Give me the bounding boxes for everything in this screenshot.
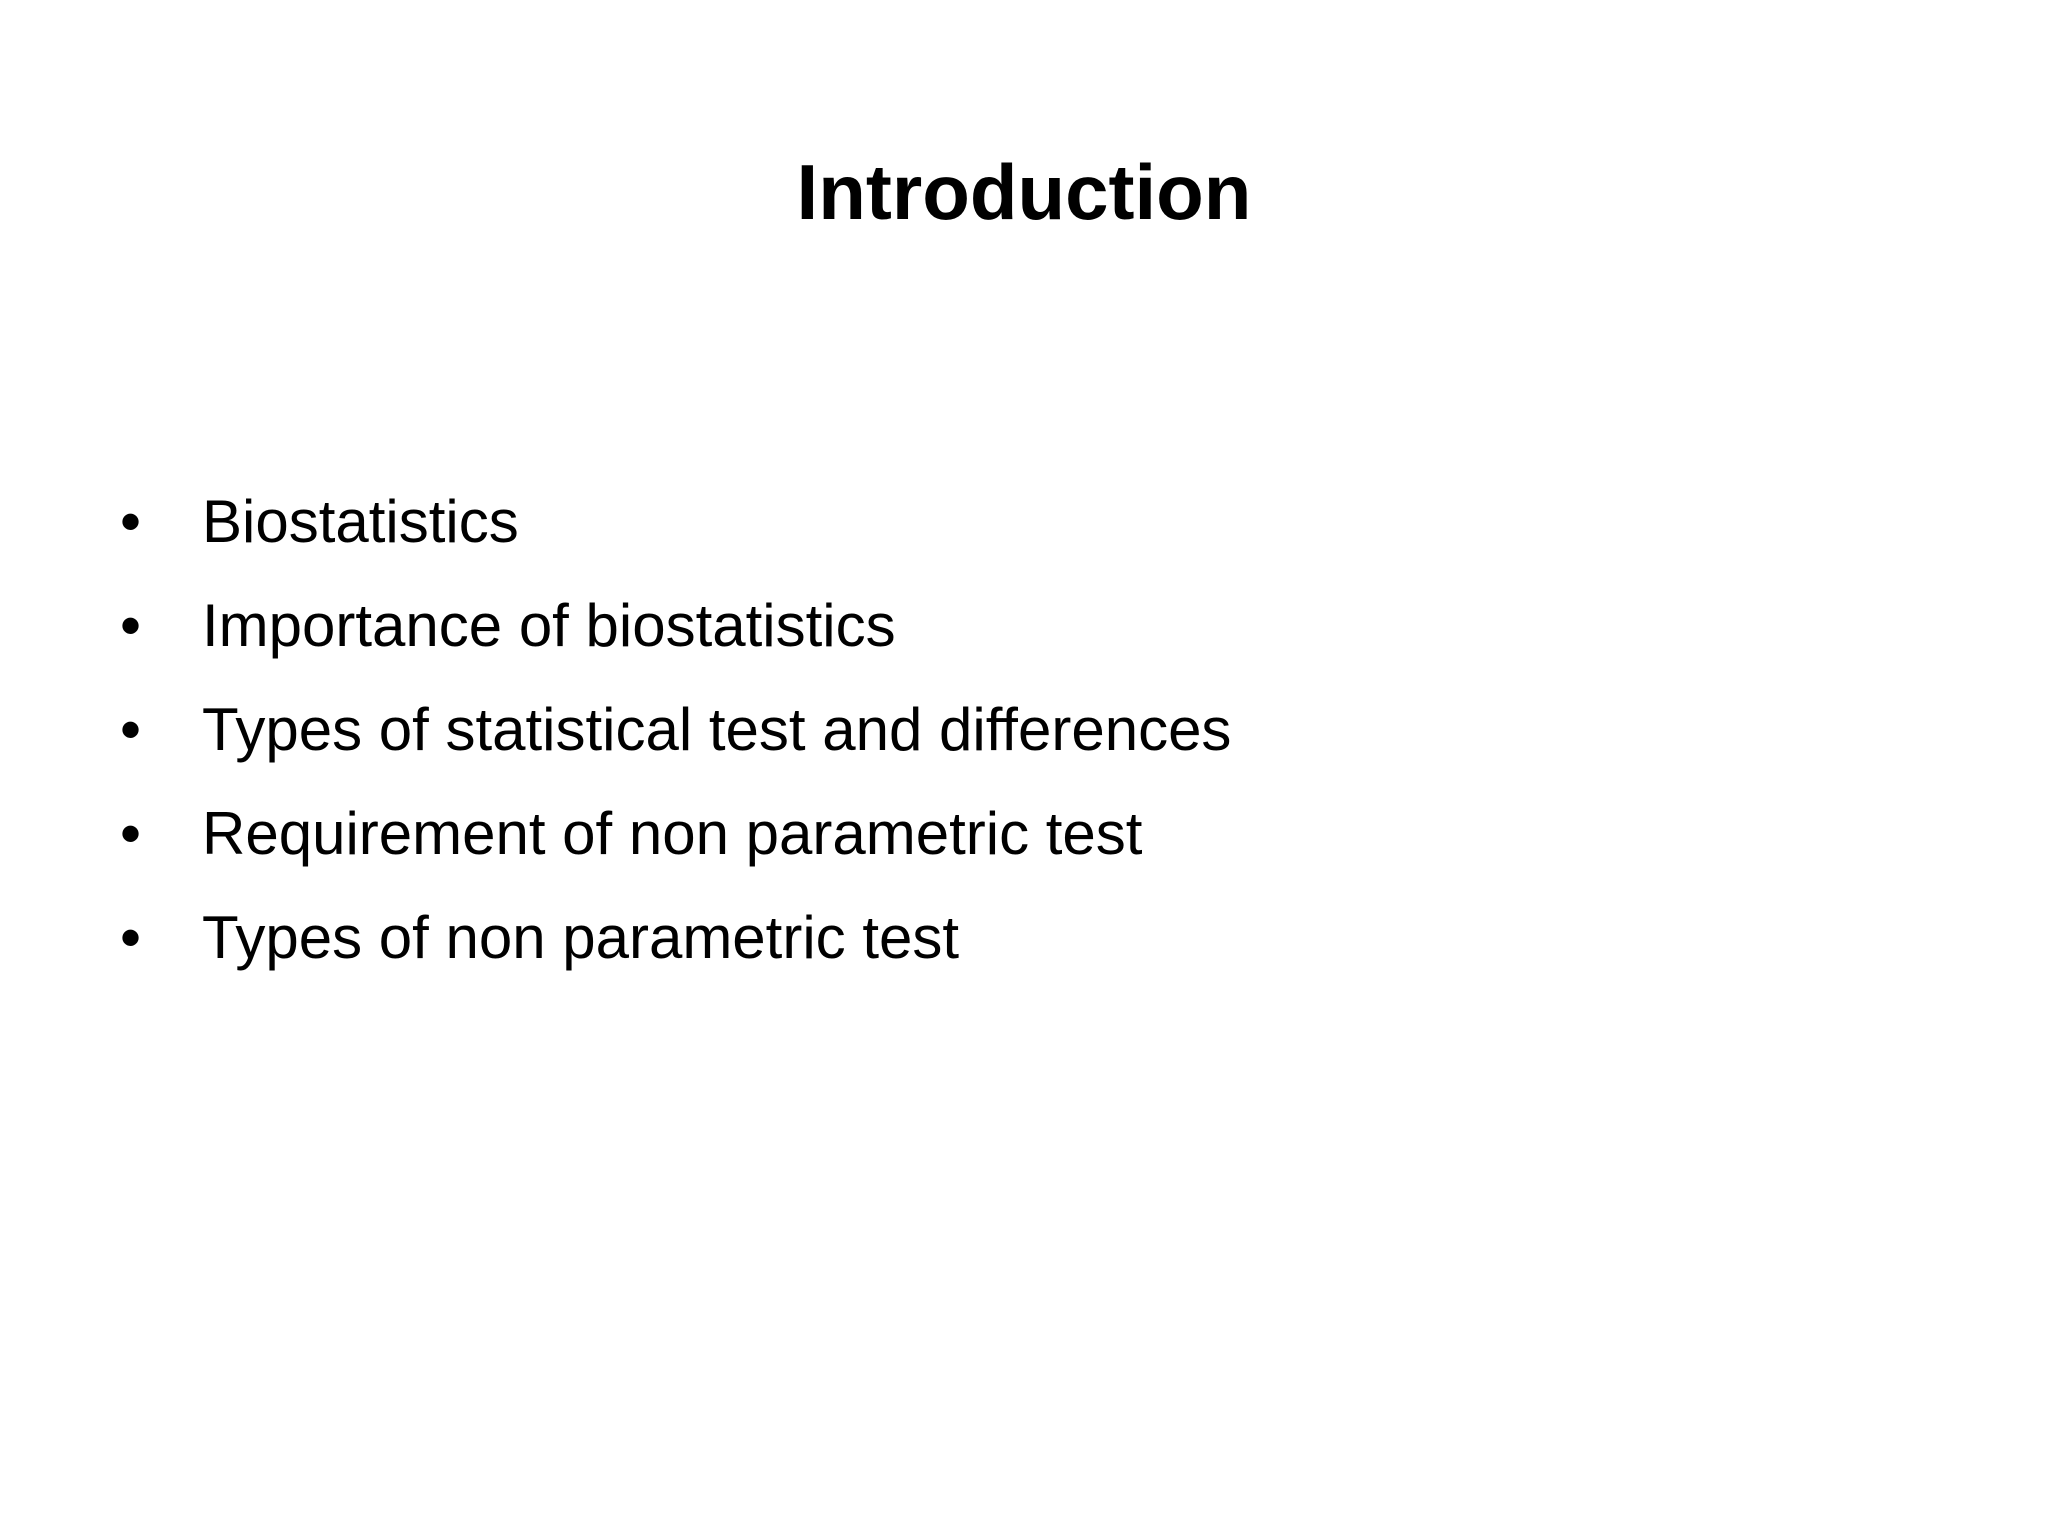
bullet-icon: • [120,488,142,555]
bullet-text: Biostatistics [202,488,519,555]
bullet-icon: • [120,592,142,659]
bullet-icon: • [120,800,142,867]
slide-title: Introduction [796,148,1252,236]
bullet-icon: • [120,696,142,763]
bullet-text: Importance of biostatistics [202,592,896,659]
bullet-text: Types of statistical test and differences [202,696,1232,763]
bullet-icon: • [120,904,142,971]
bullet-text: Types of non parametric test [202,904,960,971]
bullet-text: Requirement of non parametric test [202,800,1143,867]
